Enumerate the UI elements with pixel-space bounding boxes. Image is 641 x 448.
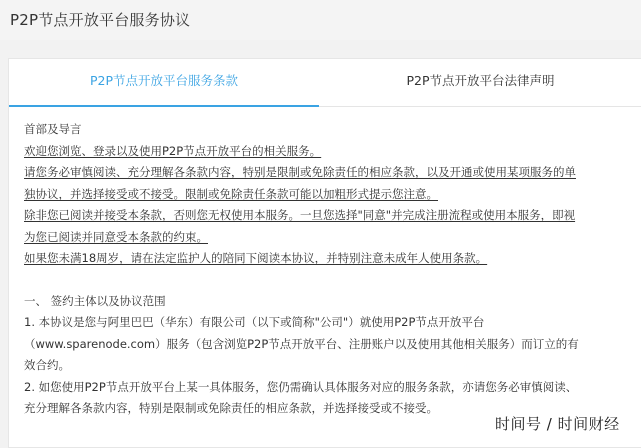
intro-line: 如果您未满18周岁，请在法定监护人的陪同下阅读本协议，并特别注意未成年人使用条款。 — [24, 251, 488, 265]
tab-service-terms[interactable]: P2P节点开放平台服务条款 — [89, 73, 239, 88]
section-line: 2. 如您使用P2P节点开放平台上某一具体服务，您仍需确认具体服务对应的服务条款，亦请您务必审慎阅读、 — [24, 379, 578, 394]
intro-heading: 首部及导言 — [24, 122, 82, 136]
section-line: 充分理解各条款内容，特别是限制或免除责任的相应条款，并选择接受或不接受。 — [24, 401, 438, 415]
page-header — [0, 0, 641, 40]
agreement-content[interactable] — [24, 119, 632, 420]
paragraph-gap — [24, 270, 632, 291]
intro-line: 除非您已阅读并接受本条款，否则您无权使用本服务。一旦您选择"同意"并完成注册流程或使用本服务，即视 — [24, 208, 576, 222]
tab-bar — [9, 59, 641, 107]
section-line: 1. 本协议是您与阿里巴巴（华东）有限公司（以下或简称"公司"）就使用P2P节点开放平台 — [24, 315, 485, 329]
intro-line: 欢迎您浏览、登录以及使用P2P节点开放平台的相关服务。 — [24, 143, 322, 158]
section-line: （www.sparenode.com）服务（包含浏览P2P节点开放平台、注册账户以及使用其他相关服务）而订立的有 — [24, 336, 579, 351]
intro-line: 请您务必审慎阅读、充分理解各条款内容，特别是限制或免除责任的相应条款，以及开通或使用某项服务的单 — [24, 165, 576, 179]
agreement-card — [8, 58, 641, 448]
watermark — [491, 407, 641, 442]
intro-line: 独协议，并选择接受或不接受。限制或免除责任条款可能以加粗形式提示您注意。 — [24, 186, 438, 201]
page-title: P2P节点开放平台服务协议 — [10, 11, 191, 29]
section-title: 一、 签约主体以及协议范围 — [24, 293, 166, 308]
intro-line: 为您已阅读并同意受本条款的约束。 — [24, 229, 208, 244]
section-line: 效合约。 — [24, 358, 70, 372]
watermark-text: 时间号 / 时间财经 — [495, 415, 620, 433]
tab-legal-statement[interactable]: P2P节点开放平台法律声明 — [406, 73, 555, 88]
active-tab-indicator — [9, 105, 319, 107]
